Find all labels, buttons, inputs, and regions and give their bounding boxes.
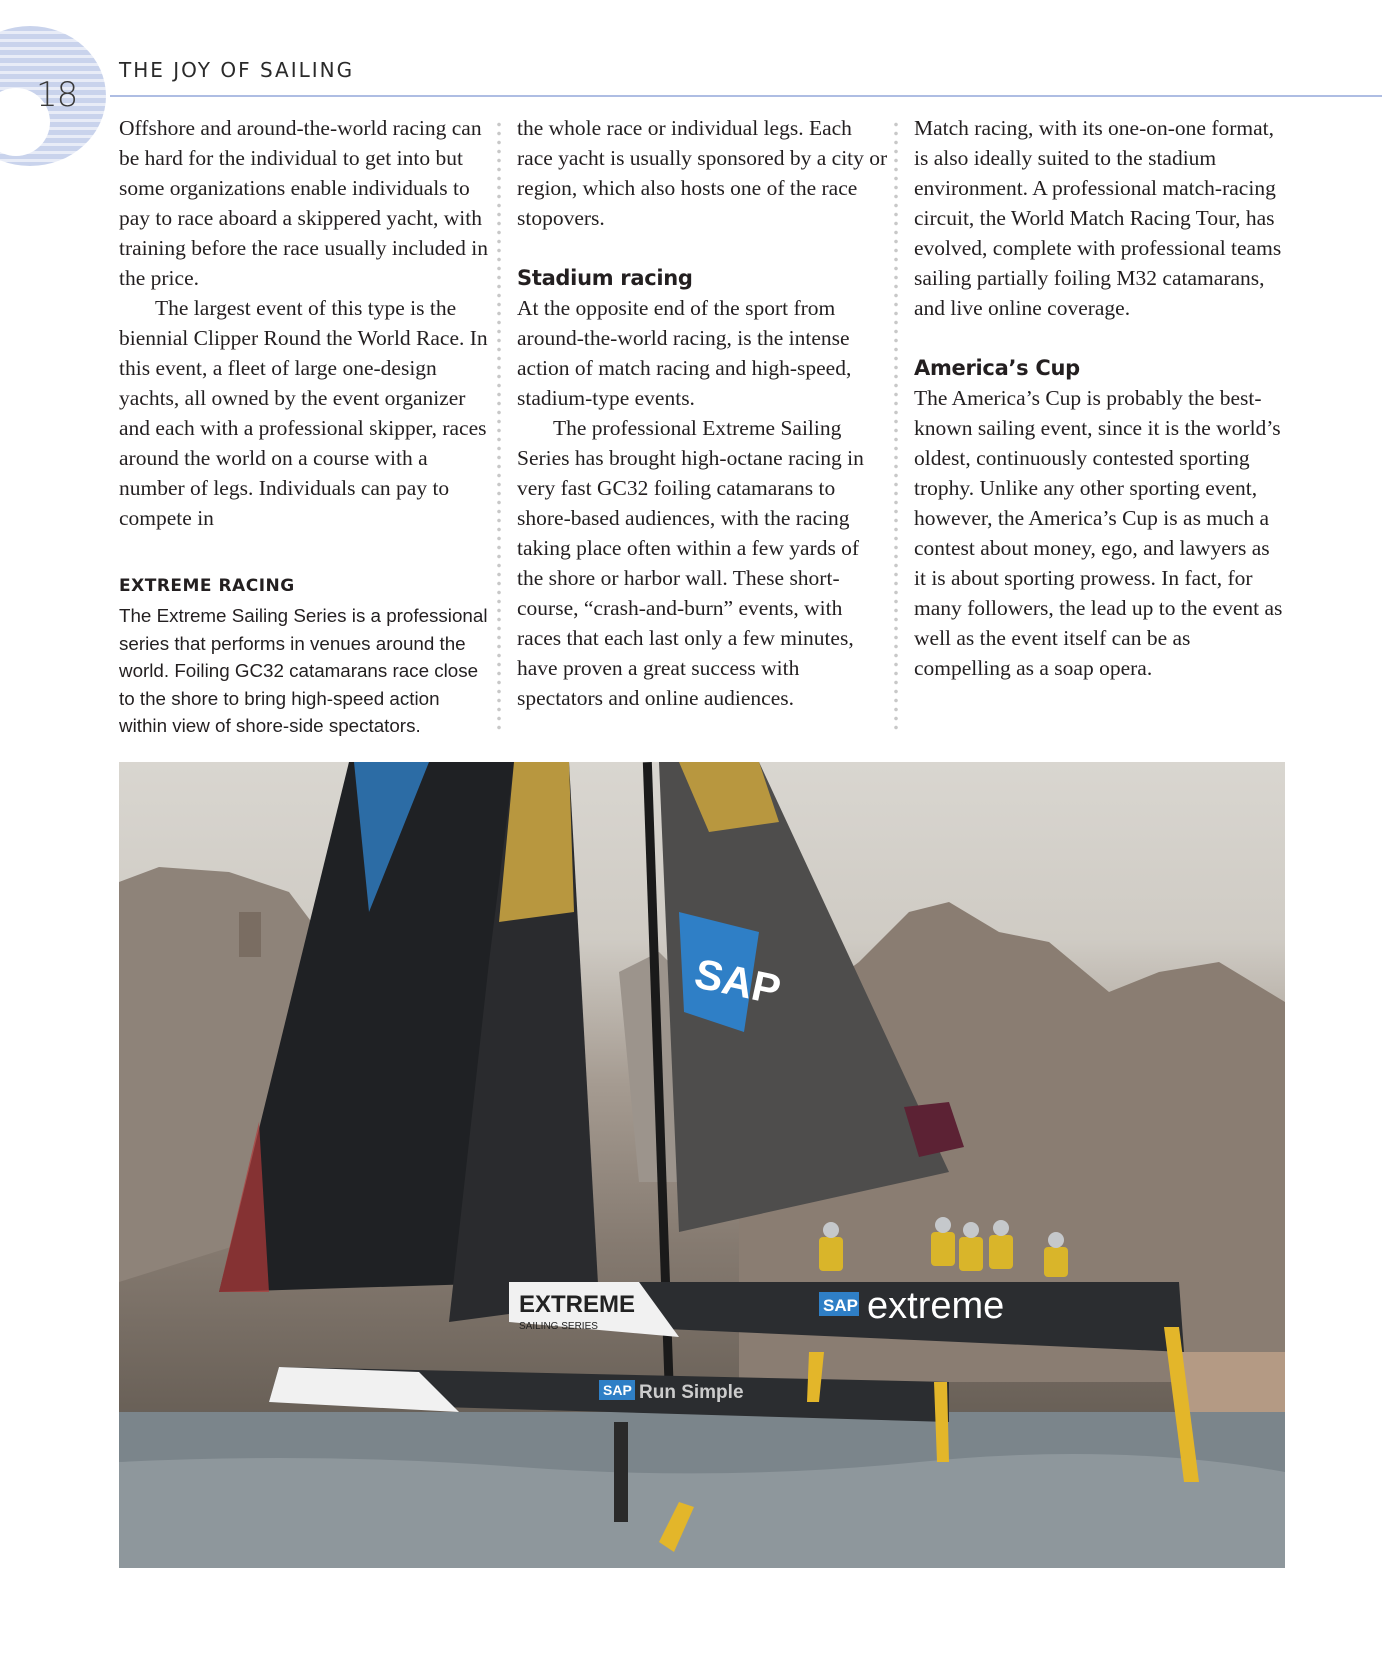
column-divider bbox=[894, 120, 898, 734]
page-number: 18 bbox=[36, 75, 78, 115]
series-logo-sub: SAILING SERIES bbox=[519, 1321, 598, 1332]
body-paragraph: Offshore and around-the-world racing can be hard for the individual to get into but some organizations enable individuals to pay to race aboard a skippered yacht, with training before the race usually included in the price. bbox=[119, 116, 488, 290]
subheading-americas-cup: America’s Cup bbox=[914, 356, 1080, 380]
body-paragraph: The largest event of this type is the biennial Clipper Round the World Race. In this event, a fleet of large one-design yachts, all owned by the event organizer and each with a professional skipper, races around the world on a course with a number of legs. Individuals can pay to compete in bbox=[119, 296, 488, 530]
column-3 bbox=[914, 113, 1286, 683]
header-rule bbox=[110, 95, 1382, 97]
body-paragraph: At the opposite end of the sport from around-the-world racing, is the intense action of match racing and high-speed, stadium-type events. bbox=[517, 296, 852, 410]
column-2 bbox=[517, 113, 889, 713]
series-logo: EXTREME bbox=[519, 1291, 636, 1318]
hull-brand: SAP bbox=[823, 1296, 858, 1315]
running-head: THE JOY OF SAILING bbox=[119, 58, 355, 82]
caption-title: EXTREME RACING bbox=[119, 576, 295, 596]
body-paragraph: The professional Extreme Sailing Series has brought high-octane racing in very fast GC32 foiling catamarans to shore-based audiences, with the racing taking place often within a few yards of the shore or harbor wall. These short-course, “crash-and-burn” events, with races that each last only a few minutes, have proven a great success with spectators and online audiences. bbox=[517, 416, 864, 710]
column-divider bbox=[497, 120, 501, 734]
subheading-stadium-racing: Stadium racing bbox=[517, 266, 693, 290]
column-1 bbox=[119, 113, 491, 533]
hull-text-2: Run Simple bbox=[639, 1382, 744, 1403]
body-paragraph: The America’s Cup is probably the best-known sailing event, since it is the world’s oldest, continuously contested sporting trophy. Unlike any other sporting event, however, the America’s Cup is as much a contest about money, ego, and lawyers as it is about sporting prowess. In fact, for many followers, the lead up to the event as well as the event itself can be as compelling as a soap opera. bbox=[914, 386, 1283, 680]
body-paragraph: the whole race or individual legs. Each race yacht is usually sponsored by a city or region, which also hosts one of the race stopovers. bbox=[517, 116, 888, 230]
watchtower bbox=[239, 912, 261, 957]
hull-brand-2: SAP bbox=[603, 1382, 632, 1398]
caption-text: The Extreme Sailing Series is a professional series that performs in venues around the world. Foiling GC32 catamarans race close to the shore to bring high-speed action within view of shore-side spectators. bbox=[119, 605, 488, 736]
hull-text: extreme bbox=[867, 1285, 1005, 1327]
photo-illustration bbox=[119, 762, 1285, 1568]
photo-catamarans bbox=[119, 762, 1285, 1568]
body-paragraph: Match racing, with its one-on-one format, is also ideally suited to the stadium environment. A professional match-racing circuit, the World Match Racing Tour, has evolved, complete with professional teams sailing partially foiling M32 catamarans, and live online coverage. bbox=[914, 116, 1282, 320]
sail-logo: SAP bbox=[690, 949, 785, 1014]
